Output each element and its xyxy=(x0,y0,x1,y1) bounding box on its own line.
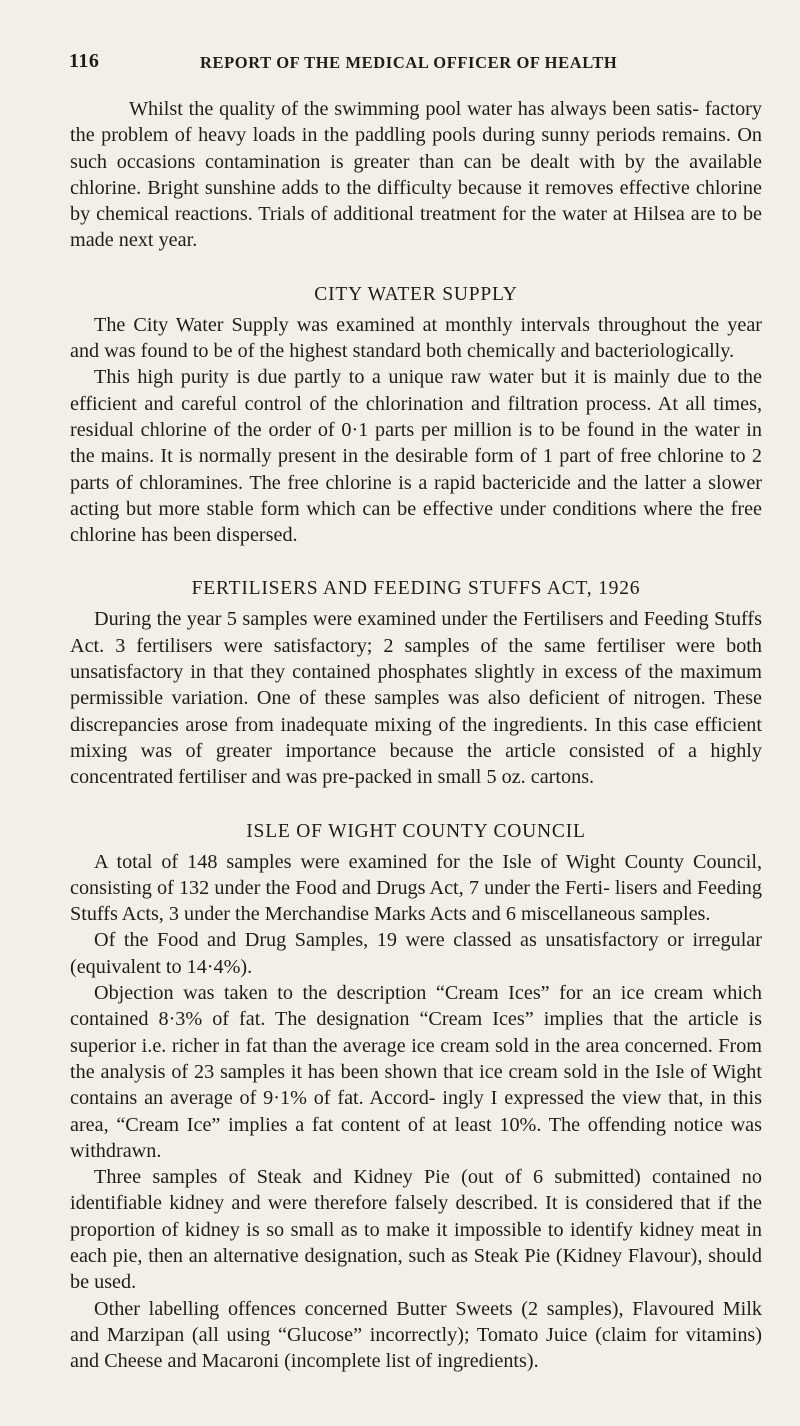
paragraph-water-purity: This high purity is due partly to a unique raw water but it is mainly due to the efficient and careful control of the chlorination and filtration process. At all times, residual chlorine of the order of 0·1 parts per million is to be found in the water in the mains. It is normally present in the desirable form of 1 part of free chlorine to 2 parts of chloramines. The free chlorine is a rapid bactericide and the latter a slower acting but more stable form which can be effective under conditions where the free chlorine has been dispersed. xyxy=(70,366,762,547)
heading-isle-of-wight: ISLE OF WIGHT COUNTY COUNCIL xyxy=(246,820,586,842)
paragraph-unsatisfactory: Of the Food and Drug Samples, 19 were classed as unsatisfactory or irregular (equivalent to 14·4%). xyxy=(70,929,762,978)
paragraph-steak-kidney-pie: Three samples of Steak and Kidney Pie (out of 6 submitted) contained no identifiable kidney and were therefore falsely described. It is considered that if the proportion of kidney is so small as to make it impossible to identify kidney meat in each pie, then an alternative designation, such as Steak Pie (Kidney Flavour), should be used. xyxy=(70,1166,762,1294)
page-number: 116 xyxy=(69,50,100,72)
running-head: REPORT OF THE MEDICAL OFFICER OF HEALTH xyxy=(200,53,618,72)
body-text xyxy=(70,96,762,1374)
paragraph-swimming-pool: Whilst the quality of the swimming pool water has always been satis- factory the problem of heavy loads in the paddling pools during sunny periods remains. On such occasions contamination is greater than can be dealt with by the available chlorine. Bright sunshine adds to the difficulty because it removes effective chlorine by chemical reactions. Trials of additional treatment for the water at Hilsea are to be made next year. xyxy=(70,98,762,252)
heading-fertilisers-act: FERTILISERS AND FEEDING STUFFS ACT, 1926 xyxy=(191,578,641,600)
paragraph-fertiliser-samples: During the year 5 samples were examined under the Fertilisers and Feeding Stuffs Act. 3 fertilisers were satisfactory; 2 samples of the same fertiliser were both unsatisfactory in that they contained phosphates slightly in excess of the maximum permissible variation. One of these samples was also deficient of nitrogen. These discrepancies arose from inadequate mixing of the ingredients. In this case efficient mixing was of greater importance because the article consisted of a highly concentrated fertiliser and was pre-packed in small 5 oz. cartons. xyxy=(70,608,762,789)
paragraph-labelling-offences: Other labelling offences concerned Butter Sweets (2 samples), Flavoured Milk and Marzipan (all using “Glucose” incorrectly); Tomato Juice (claim for vitamins) and Cheese and Macaroni (incomplete list of ingredients). xyxy=(70,1297,762,1373)
heading-city-water-supply: CITY WATER SUPPLY xyxy=(314,283,518,305)
page-header xyxy=(69,50,769,78)
paragraph-total-samples: A total of 148 samples were examined for the Isle of Wight County Council, consisting of 132 under the Food and Drugs Act, 7 under the Ferti- lisers and Feeding Stuffs Acts, 3 under the Merchandise Marks Acts and 6 miscellaneous samples. xyxy=(70,850,762,926)
paragraph-water-examined: The City Water Supply was examined at monthly intervals throughout the year and was found to be of the highest standard both chemically and bacteriologically. xyxy=(70,313,762,363)
paragraph-cream-ices: Objection was taken to the description “Cream Ices” for an ice cream which contained 8·3% of fat. The designation “Cream Ices” implies that the article is superior i.e. richer in fat than the average ice cream sold in the area concerned. From the analysis of 23 samples it has been shown that ice cream sold in the Isle of Wight contains an average of 9·1% of fat. Accord- ingly I expressed the view that, in this area, “Cream Ice” implies a fat content of at least 10%. The offending notice was withdrawn. xyxy=(70,982,762,1162)
